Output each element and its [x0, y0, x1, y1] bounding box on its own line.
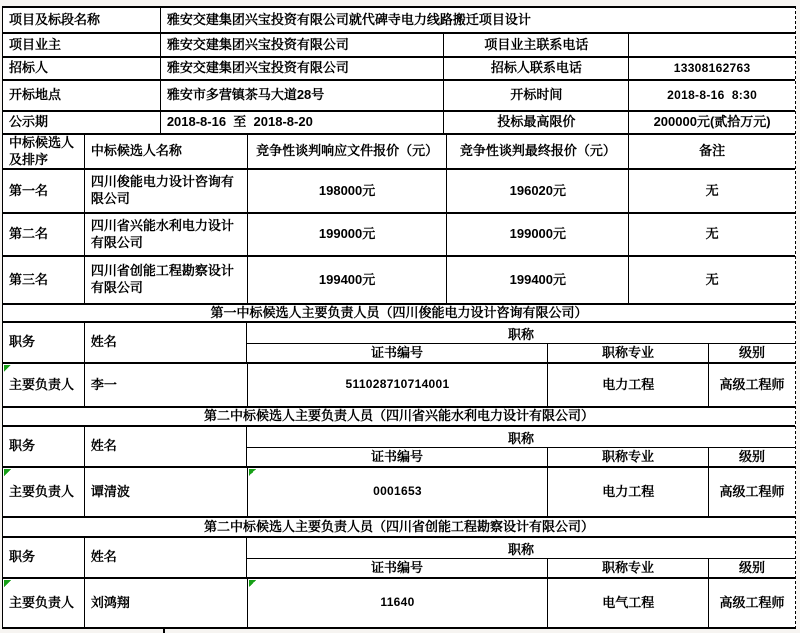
max-price-label: 投标最高限价	[444, 112, 629, 133]
candidate-name: 四川俊能电力设计咨询有限公司	[85, 170, 248, 212]
candidate-initial-price: 199400元	[248, 257, 448, 303]
name-header: 姓名	[85, 427, 247, 466]
level-header: 级别	[738, 448, 765, 464]
owner-value: 雅安交建集团兴宝投资有限公司	[161, 34, 445, 56]
open-place-value: 雅安市多营镇茶马大道28号	[161, 81, 445, 110]
tenderer-phone-label: 招标人联系电话	[444, 58, 629, 79]
open-time-label: 开标时间	[444, 81, 629, 110]
final-price-header: 竞争性谈判最终报价（元）	[447, 135, 629, 168]
initial-price-header: 竞争性谈判响应文件报价（元）	[248, 135, 448, 168]
personnel-row	[3, 579, 795, 629]
cell-error-flag-icon	[4, 365, 11, 372]
major-header: 职称专业	[548, 559, 709, 577]
title-header-group	[247, 538, 795, 577]
level-header: 级别	[738, 344, 765, 360]
candidate-name: 四川省创能工程勘察设计有限公司	[85, 257, 248, 303]
title-group-header: 职称	[247, 427, 795, 448]
name-header: 姓名	[85, 323, 247, 362]
table-row	[3, 8, 795, 34]
person-cert-number	[248, 468, 549, 516]
position-header: 职务	[3, 323, 85, 362]
candidate-row	[3, 170, 795, 214]
section-title-row	[3, 408, 795, 427]
section-title-row	[3, 305, 795, 323]
partial-row-gridline	[163, 629, 165, 633]
candidate-rank: 第二名	[3, 214, 85, 255]
candidate-initial-price: 199000元	[248, 214, 448, 255]
candidate-final-price: 199000元	[447, 214, 629, 255]
owner-phone-label: 项目业主联系电话	[444, 34, 629, 56]
person-position-text: 主要负责人	[9, 594, 75, 610]
personnel-header-row	[3, 427, 795, 468]
cert-number-header: 证书编号	[247, 559, 548, 577]
candidate-remark: 无	[705, 182, 719, 198]
title-group-header: 职称	[247, 538, 795, 559]
major-header: 职称专业	[548, 344, 709, 362]
candidate-name: 四川省兴能水利电力设计有限公司	[85, 214, 248, 255]
title-header-group	[247, 323, 795, 362]
candidates-header-row	[3, 135, 795, 170]
tenderer-value: 雅安交建集团兴宝投资有限公司	[161, 58, 445, 79]
section-title-row	[3, 518, 795, 538]
candidate-row	[3, 214, 795, 257]
level-header: 级别	[738, 559, 765, 575]
open-time-value: 2018-8-16 8:30	[667, 87, 758, 102]
open-place-label: 开标地点	[3, 81, 161, 110]
cert-number-header: 证书编号	[247, 344, 548, 362]
personnel-header-row	[3, 538, 795, 579]
owner-phone-value	[629, 34, 795, 56]
project-name-value: 雅安交建集团兴宝投资有限公司就代碑寺电力线路搬迁项目设计	[166, 11, 531, 27]
person-position-text: 主要负责人	[9, 483, 75, 499]
person-cert-number: 511028710714001	[248, 364, 549, 406]
personnel-row	[3, 468, 795, 518]
candidate-name-header: 中标候选人名称	[85, 135, 248, 168]
candidate-remark: 无	[705, 271, 719, 287]
publicity-label: 公示期	[3, 112, 161, 133]
person-major: 电气工程	[548, 579, 709, 627]
tenderer-phone-value: 13308162763	[673, 60, 751, 75]
cell-error-flag-icon	[249, 469, 256, 476]
cert-number-header: 证书编号	[247, 448, 548, 466]
position-header: 职务	[3, 538, 85, 577]
rank-header: 中标候选人及排序	[3, 135, 85, 168]
person-cert-text: 11640	[380, 595, 415, 610]
position-header: 职务	[3, 427, 85, 466]
candidate-row	[3, 257, 795, 305]
person-position	[3, 364, 85, 406]
person-name: 刘鸿翔	[85, 579, 248, 627]
personnel-header-row	[3, 323, 795, 364]
person-major: 电力工程	[548, 364, 709, 406]
name-header: 姓名	[85, 538, 247, 577]
table-row	[3, 112, 795, 135]
person-position	[3, 468, 85, 516]
section-title: 第二中标候选人主要负责人员（四川省兴能水利电力设计有限公司）	[203, 408, 594, 424]
remark-header: 备注	[699, 143, 726, 159]
bid-result-table	[2, 6, 796, 629]
person-position	[3, 579, 85, 627]
title-header-group	[247, 427, 795, 466]
title-group-header: 职称	[247, 323, 795, 344]
cell-error-flag-icon	[4, 580, 11, 587]
candidate-final-price: 199400元	[447, 257, 629, 303]
candidate-initial-price: 198000元	[248, 170, 448, 212]
person-level: 高级工程师	[719, 483, 785, 499]
candidate-remark: 无	[705, 226, 719, 242]
section-title: 第二中标候选人主要负责人员（四川省创能工程勘察设计有限公司）	[203, 518, 594, 534]
candidate-rank: 第三名	[3, 257, 85, 303]
person-position-text: 主要负责人	[9, 376, 75, 392]
owner-label: 项目业主	[3, 34, 161, 56]
cell-error-flag-icon	[249, 580, 256, 587]
person-level: 高级工程师	[719, 376, 785, 392]
person-major: 电力工程	[548, 468, 709, 516]
project-name-label: 项目及标段名称	[3, 8, 161, 32]
person-level: 高级工程师	[719, 594, 785, 610]
person-cert-number	[248, 579, 549, 627]
table-row	[3, 81, 795, 112]
candidate-final-price: 196020元	[447, 170, 629, 212]
tenderer-label: 招标人	[3, 58, 161, 79]
max-price-value: 200000元(贰拾万元)	[653, 114, 771, 130]
major-header: 职称专业	[548, 448, 709, 466]
section-title: 第一中标候选人主要负责人员（四川俊能电力设计咨询有限公司）	[210, 305, 588, 320]
cell-error-flag-icon	[4, 469, 11, 476]
table-row	[3, 34, 795, 58]
person-cert-text: 0001653	[373, 484, 422, 499]
personnel-row	[3, 364, 795, 408]
candidate-rank: 第一名	[3, 170, 85, 212]
publicity-value: 2018-8-16 至 2018-8-20	[161, 112, 445, 133]
table-row	[3, 58, 795, 81]
person-name: 李一	[85, 364, 248, 406]
person-name: 谭清波	[85, 468, 248, 516]
